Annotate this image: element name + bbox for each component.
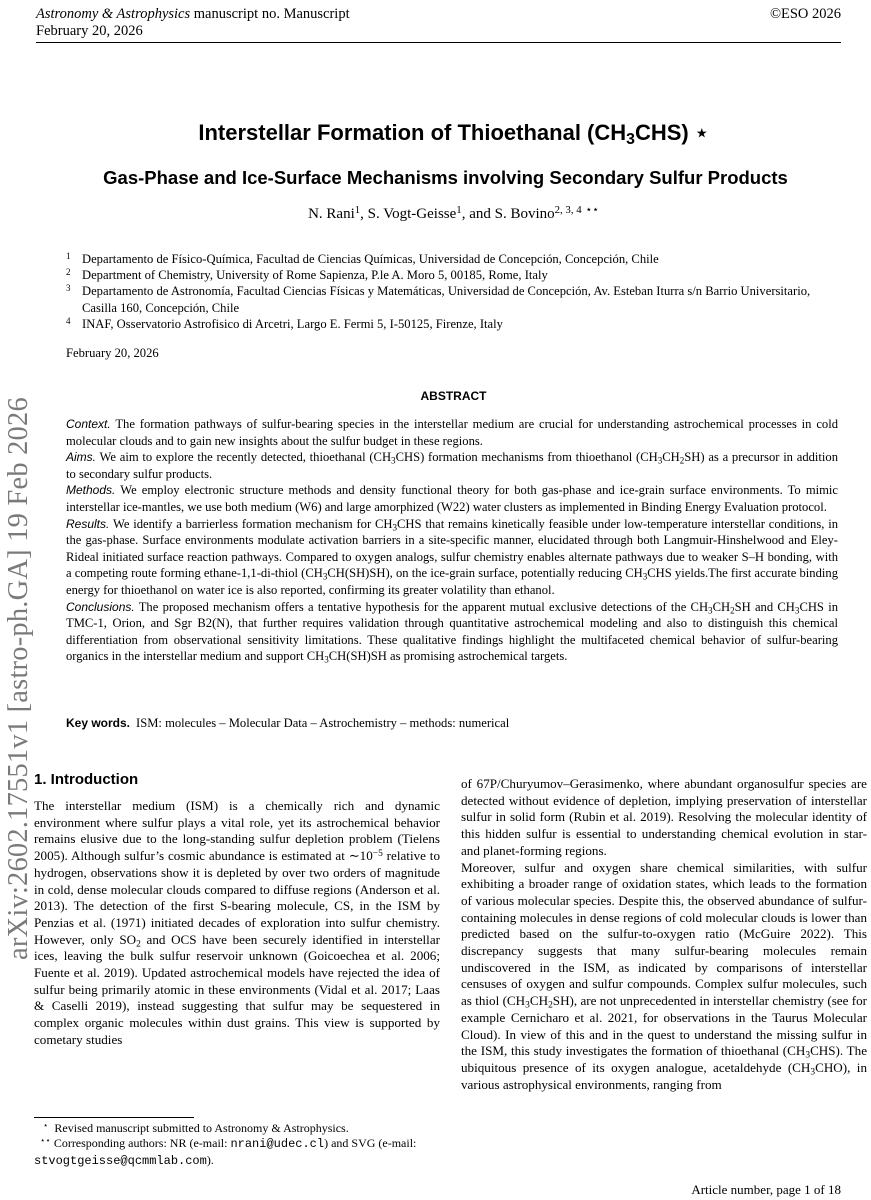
paragraph: of 67P/Churyumov–Gerasimenko, where abundant organosulfur species are detected without evidence of depletion, implying preservation of interstellar sulfur in solid form (Rubin et al. 2019). Resolving the molecular identity of this hidden sulfur is essential to understanding chemical evolution in star- and planet-forming regions. — [461, 776, 867, 858]
running-header — [36, 6, 350, 40]
copyright: ©ESO 2026 — [769, 6, 841, 22]
affiliation: 1 Departamento de Físico-Química, Facultad de Ciencias Químicas, Universidad de Concepción, Concepción, Chile — [66, 251, 659, 266]
affiliation: 2 Department of Chemistry, University of Rome Sapienza, P.le A. Moro 5, 00185, Rome, Italy — [66, 267, 548, 283]
journal-name: Astronomy & Astrophysics — [36, 6, 191, 22]
keywords-label: Key words. — [66, 716, 131, 730]
paragraph: Moreover, sulfur and oxygen share chemical similarities, with sulfur exhibiting a broader range of oxidation states, which leads to the formation of various molecular species. Despite this, the observed abundance of sulfur-containing molecules in dense regions of cold molecular clouds is lower than predicted based on the sulfur-to-oxygen ratio (McGuire 2022). This discrepancy suggests that many sulfur-bearing molecules remain undiscovered in the ISM, as indicated by comparisons of interstellar censuses of oxygen and sulfur compounds. Complex sulfur molecules, such as thiol $(CH_3CH_2SH)$, are not unprecedented in interstellar chemistry (see for example Cernicharo et al. 2021, for observations in the Taurus Molecular Cloud). In view of this and in the quest to understand the missing sulfur in the ISM, this study investigates the formation of thioethanal $(CH_3CHS)$. The ubiquitous presence of its oxygen analogue, acetaldehyde $(CH_3CHO)$, in various astrophysical environments, ranging from — [461, 859, 868, 1092]
author-stars: ⋆⋆ — [585, 204, 599, 217]
abstract-conclusions: Conclusions. The proposed mechanism offers a tentative hypothesis for the apparent mutual exclusive detections of the $CH_3CH_2SH$ and $CH_3CHS$ in TMC-1, Orion, and Sgr B2(N), that further requires validation through quantitative astrochemical modeling and also to distinguish this chemical differentiation from observational sensitivity limitations. These qualitative findings highlight the multifaceted chemical behavior of sulfur-bearing organics in the interstellar medium and support $CH_3CH(SH)SH$ as promising astrochemical targets. — [66, 599, 838, 665]
keywords-text: ISM: molecules – Molecular Data – Astrochemistry – methods: numerical — [136, 716, 510, 730]
section-heading-introduction: 1. Introduction — [34, 771, 139, 788]
abstract-methods: Methods. We employ electronic structure methods and density functional theory for both gas-phase and ice-grain surface environments. To mimic interstellar ice-mantles, we use both medium (W6) and large amorphized (W22) water clusters as implemented in Binding Energy Evaluation protocol. — [66, 483, 839, 514]
author-name: N. Rani — [308, 206, 355, 222]
affiliation: 3 Departamento de Astronomía, Facultad Ciencias Físicas y Matemáticas, Universidad de Concepción, Av. Esteban Iturra s/n Barrio Universitario, Casilla 160, Concepción, Chile — [66, 283, 811, 315]
footnotes — [34, 1121, 440, 1169]
keywords — [66, 715, 838, 731]
header-divider — [36, 42, 841, 43]
intro-left-column — [34, 798, 440, 1049]
footnote: ⋆⋆ Corresponding authors: NR (e-mail: nrani@udec.cl) and SVG (e-mail: stvogtgeisse@qcmmlab.com). — [34, 1135, 417, 1168]
paper-subtitle: Gas-Phase and Ice-Surface Mechanisms involving Secondary Sulfur Products — [103, 167, 788, 188]
intro-right-column — [461, 776, 867, 1093]
footnote: ⋆ Revised manuscript submitted to Astronomy & Astrophysics. — [43, 1120, 349, 1135]
manuscript-number: manuscript no. Manuscript — [193, 6, 350, 22]
author-name: S. Vogt-Geisse — [367, 206, 457, 222]
author-name: S. Bovino — [494, 206, 555, 222]
affiliations — [66, 251, 846, 332]
abstract — [66, 416, 838, 665]
title-star-mark: ⋆ — [694, 120, 709, 145]
page-footer: Article number, page 1 of 18 — [691, 1182, 841, 1197]
footnote-divider — [34, 1117, 194, 1118]
received-date: February 20, 2026 — [66, 346, 159, 360]
email-link[interactable]: nrani@udec.cl — [230, 1137, 325, 1152]
paper-title: Interstellar Formation of Thioethanal $(CH_3CHS)$ ⋆ — [198, 120, 709, 148]
author-list: N. Rani$^1$, S. Vogt-Geisse$^1$, and S. Bovino$^{2, 3, 4}$ ⋆⋆ — [308, 204, 599, 222]
email-link[interactable]: stvogtgeisse@qcmmlab.com — [34, 1153, 207, 1168]
affiliation: 4 INAF, Osservatorio Astrofisico di Arcetri, Largo E. Fermi 5, I-50125, Firenze, Italy — [66, 315, 503, 331]
abstract-context: Context. The formation pathways of sulfur-bearing species in the interstellar medium are crucial for understanding astrochemical processes in cold molecular clouds and to gain new insights about the sulfur budget in these regions. — [66, 417, 838, 448]
abstract-aims: Aims. We aim to explore the recently detected, thioethanal $(CH_3CHS)$ formation mechanisms from thioethanol $(CH_3CH_2SH)$ as a precursor in addition to secondary sulfur products. — [66, 450, 838, 481]
header-date: February 20, 2026 — [36, 23, 143, 39]
arxiv-stamp: arXiv:2602.17551v1 [astro-ph.GA] 19 Feb 2026 — [3, 397, 34, 960]
abstract-heading: ABSTRACT — [420, 389, 487, 403]
abstract-results: Results. We identify a barrierless formation mechanism for $CH_3CHS$ that remains kinetically feasible under low-temperature interstellar conditions, in the gas-phase. Surface environments modulate activation barriers in a site-specific manner, elucidated through both Langmuir-Hinshelwood and Eley-Rideal initiated surface reaction pathways. Compared to oxygen analogs, sulfur chemistry enables alternate pathways due to weaker S–H bonding, with a competing route forming ethane-1,1-di-thiol $(CH_3CH(SH)SH)$, on the ice-grain surface, potentially reducing $CH_3CHS$ yields.The first accurate binding energy for thioethanol on water ice is also reported, confirming its greater volatility than ethanol. — [66, 516, 839, 597]
paragraph: The interstellar medium (ISM) is a chemically rich and dynamic environment where sulfur plays a vital role, yet its astrochemical behavior remains elusive due to the long-standing sulfur depletion problem (Tielens 2005). Although sulfur’s cosmic abundance is estimated at $\sim 10^{-5}$ relative to hydrogen, observations show it is depleted by over two orders of magnitude in cold, dense molecular clouds compared to diffuse regions (Anderson et al. 2013). The detection of the first S-bearing molecule, CS, in the ISM by Penzias et al. (1971) initiated decades of exploration into sulfur chemistry. However, only $SO_2$ and OCS have been securely identified in interstellar ices, leaving the bulk sulfur reservoir unknown (Goicoechea et al. 2006; Fuente et al. 2019). Updated astrochemical models have rejected the idea of sulfur being primarily atomic in these environments (Vidal et al. 2017; Laas & Caselli 2019), instead suggesting that sulfur may be sequestered in complex organic molecules within dust grains. This view is supported by cometary studies — [34, 798, 440, 1047]
